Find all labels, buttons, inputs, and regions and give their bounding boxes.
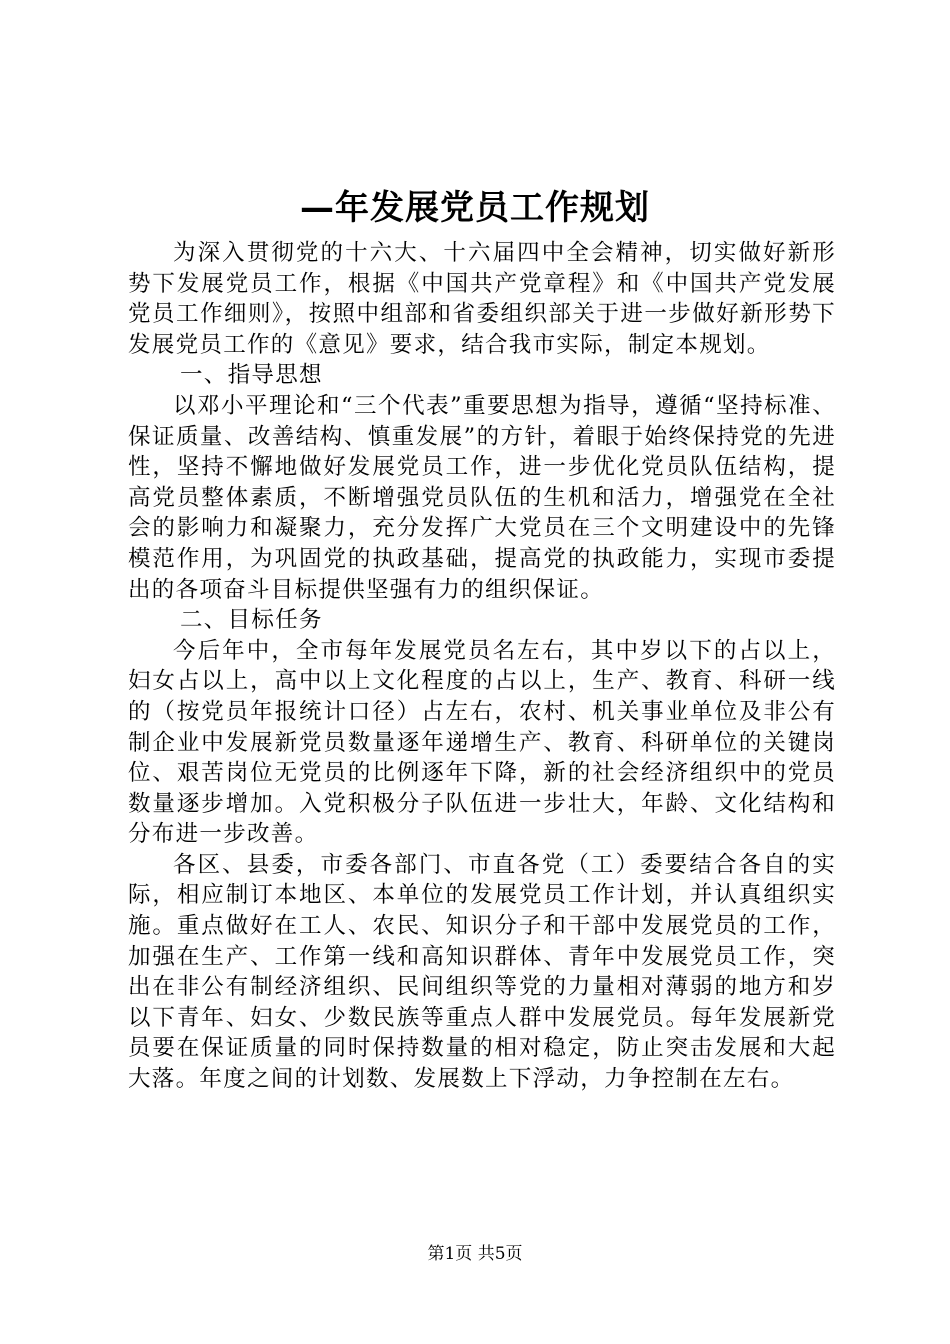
guiding-thought-paragraph: 以邓小平理论和“三个代表”重要思想为指导，遵循“坚持标准、保证质量、改善结构、慎重发展”的方针，着眼于始终保持党的先进性，坚持不懈地做好发展党员工作，进一步优化党员队伍结构，提高党员整体素质，不断增强党员队伍的生机和活力，增强党在全社会的影响力和凝聚力，充分发挥广大党员在三个文明建设中的先锋模范作用，为巩固党的执政基础，提高党的执政能力，实现市委提出的各项奋斗目标提供坚强有力的组织保证。 [128, 392, 836, 603]
section-heading-guiding-thought: 一、指导思想 [180, 362, 323, 389]
intro-paragraph: 为深入贯彻党的十六大、十六届四中全会精神，切实做好新形势下发展党员工作，根据《中国共产党章程》和《中国共产党发展党员工作细则》，按照中组部和省委组织部关于进一步做好新形势下发展党员工作的《意见》要求，结合我市实际，制定本规划。 [128, 240, 836, 358]
goals-paragraph-1: 今后年中，全市每年发展党员名左右，其中岁以下的占以上，妇女占以上，高中以上文化程度的占以上，生产、教育、科研一线的（按党员年报统计口径）占左右，农村、机关事业单位及非公有制企业中发展新党员数量逐年递增生产、教育、科研单位的关键岗位、艰苦岗位无党员的比例逐年下降，新的社会经济组织中的党员数量逐步增加。入党积极分子队伍进一步壮大，年龄、文化结构和分布进一步改善。 [128, 637, 836, 848]
section-heading-goals: 二、目标任务 [180, 607, 323, 634]
document-title: —年发展党员工作规划 [300, 188, 650, 228]
document-body [128, 238, 836, 1095]
page-footer: 第1页 共5页 [427, 1244, 523, 1264]
goals-paragraph-2: 各区、县委，市委各部门、市直各党（工）委要结合各自的实际，相应制订本地区、本单位的发展党员工作计划，并认真组织实施。重点做好在工人、农民、知识分子和干部中发展党员的工作，加强在生产、工作第一线和高知识群体、青年中发展党员工作，突出在非公有制经济组织、民间组织等党的力量相对薄弱的地方和岁以下青年、妇女、少数民族等重点人群中发展党员。每年发展新党员要在保证质量的同时保持数量的相对稳定，防止突击发展和大起大落。年度之间的计划数、发展数上下浮动，力争控制在左右。 [128, 851, 836, 1093]
